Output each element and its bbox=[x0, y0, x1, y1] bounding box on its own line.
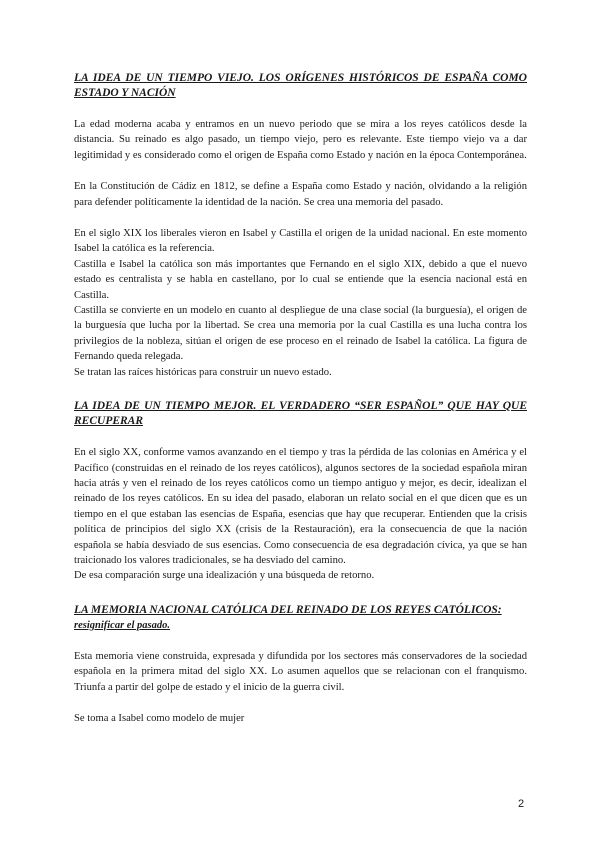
section-heading-1: LA IDEA DE UN TIEMPO VIEJO. LOS ORÍGENES HISTÓRICOS DE ESPAÑA COMO ESTADO Y NACIÓN bbox=[74, 72, 527, 99]
paragraph: En el siglo XIX los liberales vieron en Isabel y Castilla el origen de la unidad nacional. En este momento Isabel la católica es la referencia. bbox=[74, 228, 527, 255]
paragraph: La edad moderna acaba y entramos en un nuevo periodo que se mira a los reyes católicos desde la distancia. Su reinado es algo pasado, un tiempo viejo, pero es relevante. Este tiempo viejo va a dar legitimidad y es considerado como el origen de España como Estado y nación en la época Contemporánea. bbox=[74, 119, 527, 161]
section-heading-3-title: LA MEMORIA NACIONAL CATÓLICA DEL REINADO DE LOS REYES CATÓLICOS: bbox=[74, 603, 502, 616]
paragraph: Castilla se convierte en un modelo en cuanto al despliegue de una clase social (la burguesía), el origen de la burguesía que lucha por la libertad. Se crea una memoria por la cual Castilla es una lucha contra los privilegios de la nobleza, sitúan el origen de ese proceso en el reinado de Isabel la católica. La figura de Fernando queda relegada. bbox=[74, 305, 527, 363]
page-content bbox=[74, 71, 527, 726]
paragraph: En el siglo XX, conforme vamos avanzando en el tiempo y tras la pérdida de las colonias en América y el Pacífico (construidas en el reinado de los reyes católicos), algunos sectores de la sociedad española miran hacia atrás y ven el reinado de los reyes católicos como un tiempo antiguo y mejor, es decir, idealizan el reinado de los reyes católicos. En su idea del pasado, elaboran un relato social en el que dicen que es un tiempo en el que estaban las esencias de España, esencias que hay que recuperar. Entienden que la crisis política de principios del siglo XX (crisis de la Restauración), era la consecuencia de que la nación española se había desviado de sus esencias. Como consecuencia de esa degradación cívica, ya que se han traicionado los valores tradicionales, se ha desviado del camino. bbox=[74, 447, 527, 566]
page-number: 2 bbox=[518, 798, 525, 810]
section-heading-3 bbox=[74, 603, 527, 633]
paragraph: Se tratan las raíces históricas para construir un nuevo estado. bbox=[74, 366, 332, 378]
paragraph: De esa comparación surge una idealización y una búsqueda de retorno. bbox=[74, 570, 375, 582]
paragraph: Esta memoria viene construida, expresada y difundida por los sectores más conservadores de la sociedad española en la primera mitad del siglo XX. Lo asumen aquellos que se relacionan con el franquismo. Triunfa a partir del golpe de estado y el inicio de la guerra civil. bbox=[74, 650, 527, 693]
paragraph: Castilla e Isabel la católica son más importantes que Fernando en el siglo XIX, debido a que el nuevo estado es centralista y se habla en castellano, por lo cual se entiende que la esencia nacional está en Castilla. bbox=[74, 258, 527, 301]
section-heading-2: LA IDEA DE UN TIEMPO MEJOR. EL VERDADERO “SER ESPAÑOL” QUE HAY QUE RECUPERAR bbox=[74, 400, 527, 428]
section-heading-3-subtitle: resignificar el pasado. bbox=[74, 619, 170, 631]
paragraph: Se toma a Isabel como modelo de mujer bbox=[74, 712, 245, 724]
paragraph: En la Constitución de Cádiz en 1812, se define a España como Estado y nación, olvidando a la religión para defender políticamente la identidad de la nación. Se crea una memoria del pasado. bbox=[74, 181, 527, 208]
